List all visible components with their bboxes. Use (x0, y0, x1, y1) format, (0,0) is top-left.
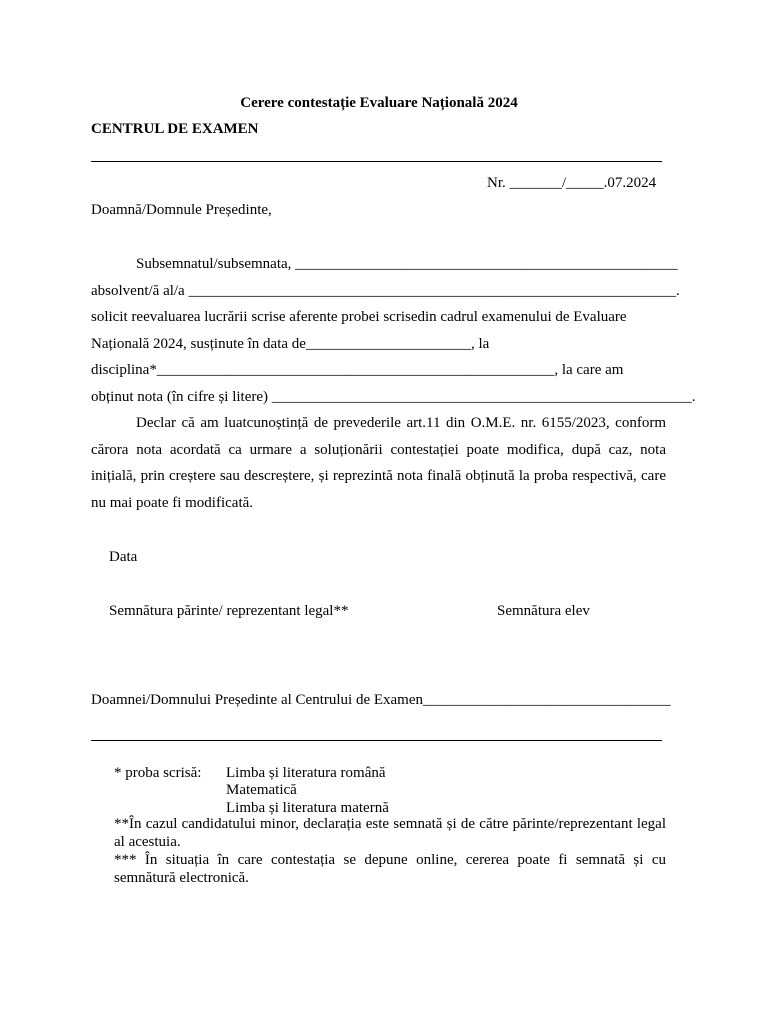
divider-line-bottom (91, 740, 662, 741)
divider-line (91, 161, 662, 162)
exam-center-heading: CENTRUL DE EXAMEN (91, 121, 259, 137)
body-line-1: Subsemnatul/subsemnata, ___________________________________________________ (136, 256, 678, 272)
salutation: Doamnă/Domnule Președinte, (91, 202, 272, 218)
body-line-5: disciplina*_____________________________________________________, la care am (91, 362, 624, 378)
document-title: Cerere contestație Evaluare Națională 2024 (240, 95, 518, 111)
body-line-2: absolvent/ă al/a _________________________________________________________________. (91, 283, 680, 299)
subject-item: Limba și literatura maternă (226, 800, 389, 816)
student-signature-label: Semnătura elev (497, 603, 590, 619)
body-line-6: obținut nota (în cifre și litere) ________________________________________________________. (91, 389, 696, 405)
declaration-paragraph: Declar că am luatcunoștință de prevederile art.11 din O.M.E. nr. 6155/2023, conform cărora nota acordată ca urmare a soluționării contestației poate modifica, după caz, nota inițială, prin creștere sau descreștere, și reprezintă nota finală obținută la proba respectivă, care nu mai poate fi modificată. (91, 415, 666, 511)
parent-signature-label: Semnătura părinte/ reprezentant legal** (109, 603, 349, 619)
subject-item: Limba și literatura română (226, 765, 386, 781)
date-label: Data (109, 549, 138, 565)
registration-number: Nr. _______/_____.07.2024 (487, 175, 657, 191)
subject-item: Matematică (226, 782, 297, 798)
body-line-3: solicit reevaluarea lucrării scrise aferente probei scrisedin cadrul examenului de Evaluare (91, 309, 627, 325)
proba-label: * proba scrisă: (114, 765, 202, 781)
body-line-4: Națională 2024, susținute în data de______________________, la (91, 336, 490, 352)
footnote-minor: **În cazul candidatului minor, declarația este semnată și de către părinte/reprezentant legal al acestuia. (114, 816, 666, 850)
addressee-line: Doamnei/Domnului Președinte al Centrului de Examen_________________________________ (91, 692, 671, 708)
footnote-online: *** În situația în care contestația se depune online, cererea poate fi semnată și cu semnătură electronică. (114, 852, 666, 886)
